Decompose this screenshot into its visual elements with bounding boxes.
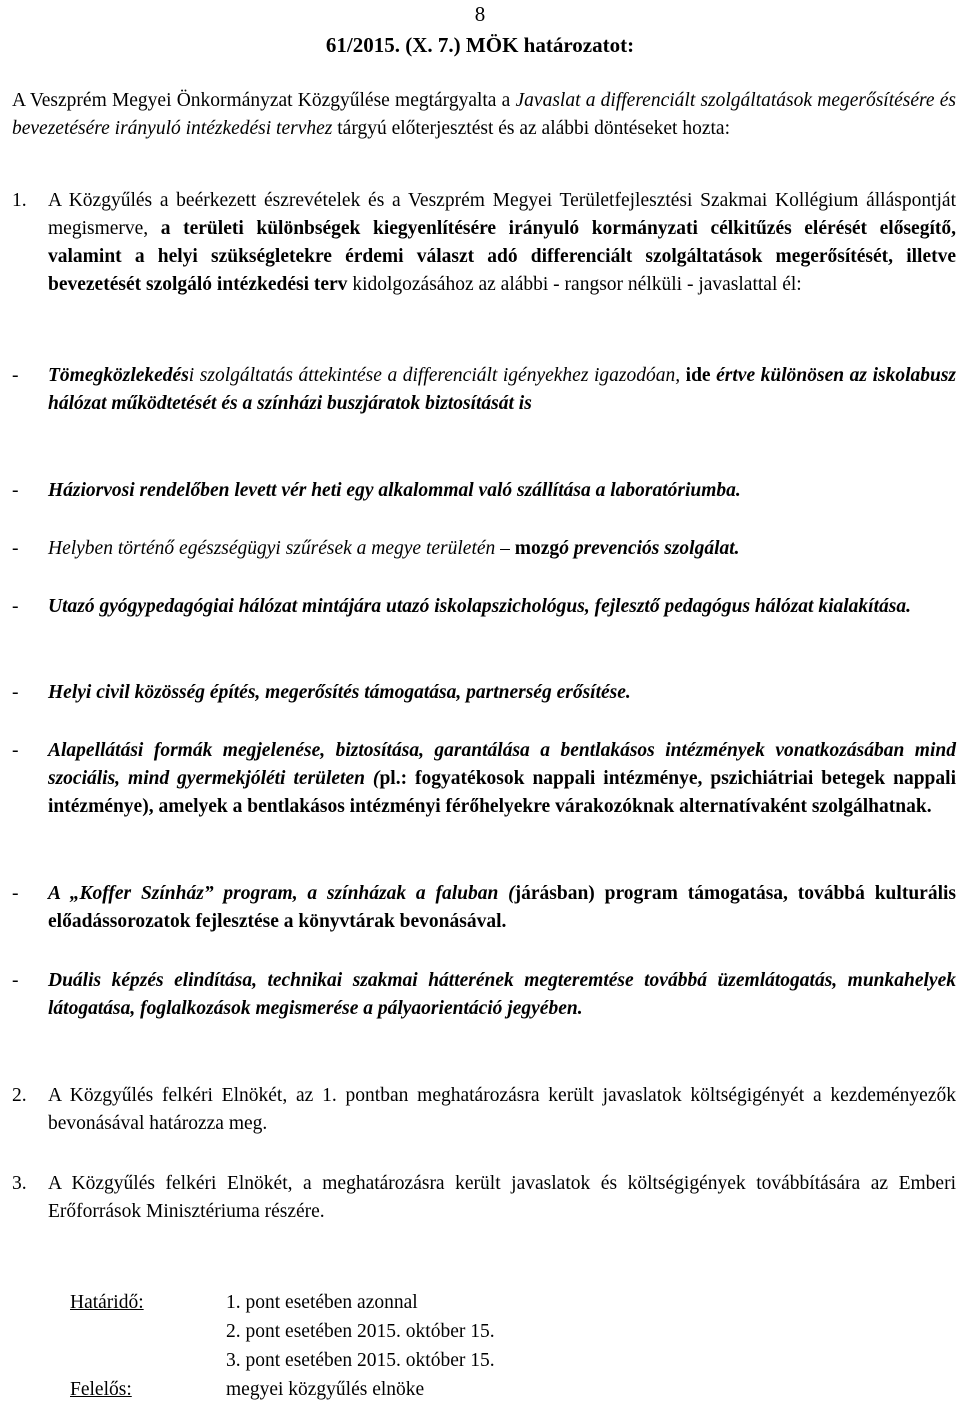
intro-text-2: tárgyú előterjesztést és az alábbi döntéseket hozta: bbox=[332, 118, 730, 139]
bullet-text bbox=[12, 880, 956, 936]
bullet-text-part: értve különösen az iskolabusz hálózat működtetését és a színházi buszjáratok biztosítását is bbox=[48, 365, 957, 414]
deadline-row bbox=[70, 1317, 495, 1346]
item1-bold-text: a területi különbségek kiegyenlítésére irányuló kormányzati célkitűzés elérését elősegítő, valamint a helyi szükségletekre érdemi választ adó differenciált szolgáltatások megerősítését, illetve bevezetését szolgáló intézkedési terv bbox=[48, 218, 956, 295]
bullet-text: Háziorvosi rendelőben levett vér heti egy alkalommal való szállítása a laboratóriumba. bbox=[48, 480, 741, 501]
deadline-label: Határidő: bbox=[70, 1292, 144, 1313]
bullet-text bbox=[12, 362, 956, 418]
bullet-text-part: A „Koffer Színház” program, a színházak a faluban ( bbox=[48, 883, 515, 904]
responsible-row bbox=[70, 1375, 495, 1404]
responsible-value: megyei közgyűlés elnöke bbox=[226, 1379, 425, 1400]
intro-proposal-title: Javaslat a differenciált szolgáltatások megerősítésére és bevezetésére irányuló intézkedési tervhez bbox=[12, 90, 957, 139]
item-number: 2. bbox=[12, 1085, 27, 1106]
deadline-spacer bbox=[70, 1317, 226, 1346]
item-text bbox=[12, 187, 956, 299]
deadline-value: 1. pont esetében azonnal bbox=[226, 1292, 418, 1313]
bullet-text-part: járásban) program támogatása, továbbá kulturális előadássorozatok fejlesztése a könyvtárak bevonásával. bbox=[48, 883, 956, 932]
item1-text-2: kidolgozásához az alábbi - rangsor nélküli - javaslattal él: bbox=[347, 274, 802, 295]
bullet-text bbox=[12, 737, 956, 821]
bullet-item bbox=[12, 535, 956, 563]
responsible-label: Felelős: bbox=[70, 1379, 132, 1400]
bullet-text-part: Helyben történő egészségügyi szűrések a megye területén – bbox=[48, 538, 515, 559]
bullet-dash: - bbox=[12, 596, 19, 617]
bullet-text-part: Alapellátási formák megjelenése, biztosítása, garantálása a bentlakásos intézmények vonatkozásában mind szociális, mind gyermekjóléti területen ( bbox=[48, 740, 956, 789]
intro-text-1: A Veszprém Megyei Önkormányzat Közgyűlése megtárgyalta a bbox=[12, 90, 516, 111]
bullet-text-part: ó prevenciós szolgálat. bbox=[559, 538, 740, 559]
deadline-row bbox=[70, 1288, 495, 1317]
item-text: A Közgyűlés felkéri Elnökét, az 1. pontban meghatározásra került javaslatok költségigényét a kezdeményezők bevonásával határozza meg. bbox=[48, 1085, 956, 1134]
bullet-text-part: mozg bbox=[514, 538, 560, 559]
bullet-text-part: i szolgáltatás áttekintése a differenciált igényekhez igazodóan, bbox=[188, 365, 686, 386]
deadline-value: 2. pont esetében 2015. október 15. bbox=[226, 1321, 495, 1342]
bullet-dash: - bbox=[12, 365, 19, 386]
bullet-dash: - bbox=[12, 740, 19, 761]
item-text: A Közgyűlés felkéri Elnökét, a meghatározásra került javaslatok és költségigények továbbítására az Emberi Erőforrások Minisztériuma részére. bbox=[48, 1173, 956, 1222]
bullet-dash: - bbox=[12, 970, 19, 991]
bullet-item bbox=[12, 477, 956, 505]
decision-item-3 bbox=[12, 1170, 956, 1226]
deadline-spacer bbox=[70, 1346, 226, 1375]
bullet-item bbox=[12, 880, 956, 936]
bullet-dash: - bbox=[12, 883, 19, 904]
item1-text-1: A Közgyűlés a beérkezett észrevételek és a Veszprém Megyei Területfejlesztési Szakmai Kollégium álláspontját megismerve, bbox=[48, 190, 956, 239]
item-number: 3. bbox=[12, 1173, 27, 1194]
decision-item-2 bbox=[12, 1082, 956, 1138]
decision-item-1 bbox=[12, 187, 956, 299]
bullet-item bbox=[12, 967, 956, 1023]
deadline-row bbox=[70, 1346, 495, 1375]
page-number: 8 bbox=[474, 2, 486, 26]
bullet-dash: - bbox=[12, 480, 19, 501]
bullet-text: Helyi civil közösség építés, megerősítés támogatása, partnerség erősítése. bbox=[48, 682, 631, 703]
intro-paragraph bbox=[12, 87, 956, 143]
bullet-text bbox=[12, 535, 956, 563]
bullet-item bbox=[12, 362, 956, 418]
bullet-item bbox=[12, 679, 956, 707]
item-number: 1. bbox=[12, 190, 27, 211]
bullet-dash: - bbox=[12, 682, 19, 703]
deadline-responsible-block bbox=[70, 1288, 495, 1404]
bullet-text: Utazó gyógypedagógiai hálózat mintájára utazó iskolapszichológus, fejlesztő pedagógus hálózat kialakítása. bbox=[48, 596, 911, 617]
resolution-title: 61/2015. (X. 7.) MÖK határozatot: bbox=[325, 33, 635, 57]
bullet-item bbox=[12, 593, 956, 621]
bullet-dash: - bbox=[12, 538, 19, 559]
deadline-value: 3. pont esetében 2015. október 15. bbox=[226, 1350, 495, 1371]
bullet-text-part: Tömegközlekedés bbox=[48, 365, 189, 386]
bullet-text: Duális képzés elindítása, technikai szakmai hátterének megteremtése továbbá üzemlátogatás, munkahelyek látogatása, foglalkozások megismerése a pályaorientáció jegyében. bbox=[48, 970, 956, 1019]
bullet-text-part: ide bbox=[685, 365, 711, 386]
bullet-text-part: pl.: fogyatékosok nappali intézménye, pszichiátriai betegek nappali intézménye), amelyek a bentlakásos intézményi férőhelyekre várakozóknak alternatívaként szolgálhatnak. bbox=[48, 768, 956, 817]
bullet-item bbox=[12, 737, 956, 821]
